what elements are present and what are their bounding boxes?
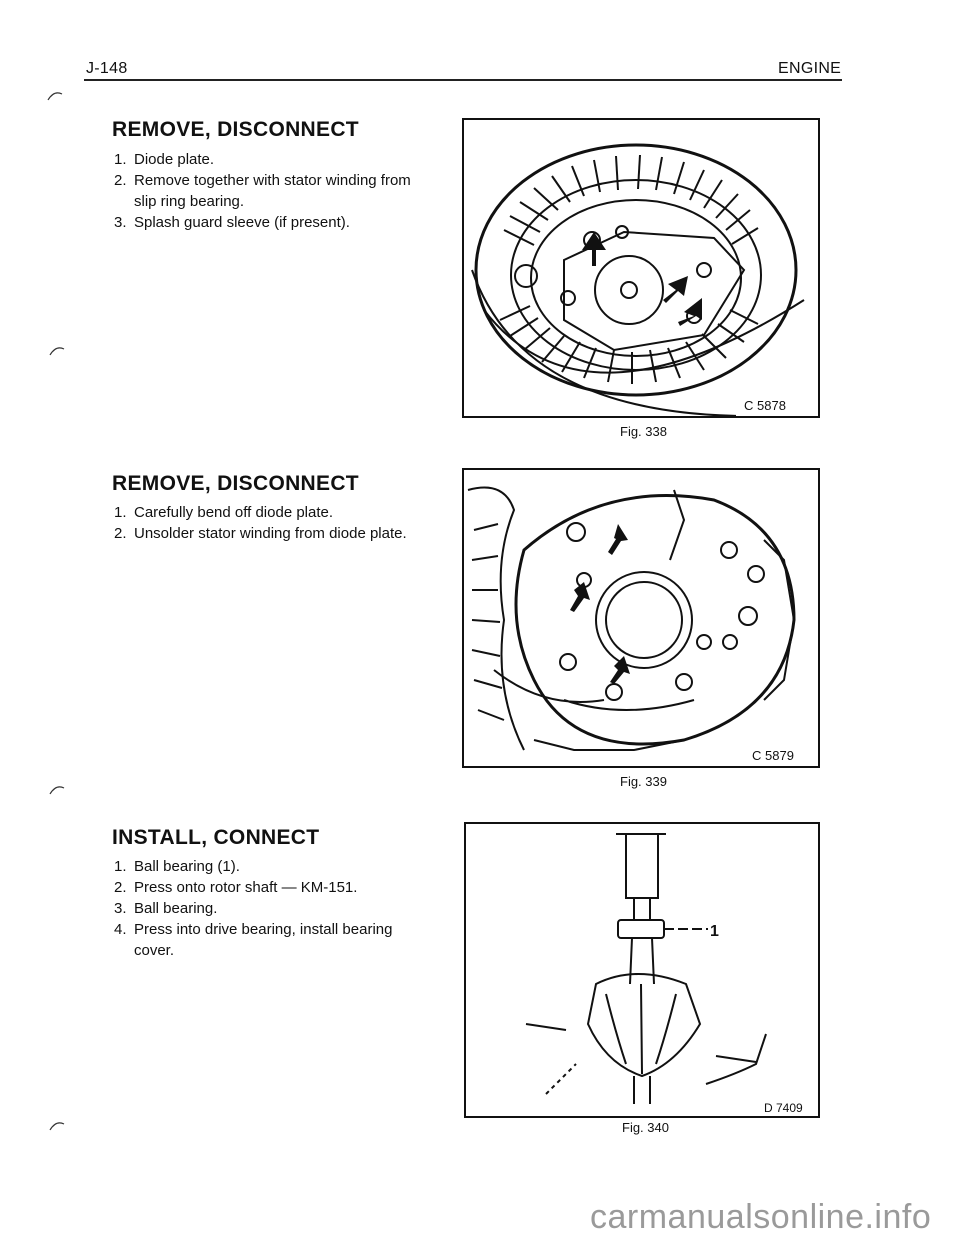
header-rule [84,79,842,81]
step-item [114,149,434,170]
step-number: 2. [114,172,127,189]
step-text: Unsolder stator winding from diode plate. [134,525,407,542]
step-item [114,898,424,919]
figure-code: D 7409 [764,1101,803,1115]
section-title: INSTALL, CONNECT [112,826,320,849]
step-list [114,856,424,961]
rotor-press-illustration [466,824,818,1116]
margin-mark [48,343,66,357]
callout-label: 1 [710,923,719,940]
step-number: 4. [114,921,127,938]
step-number: 1. [114,504,127,521]
figure-caption: Fig. 340 [622,1120,669,1135]
step-text: Ball bearing. [134,900,218,917]
step-text: Diode plate. [134,151,215,168]
page-number: J-148 [86,60,128,77]
figure-caption: Fig. 339 [620,774,667,789]
step-number: 1. [114,858,127,875]
step-number: 2. [114,525,127,542]
step-item [114,523,444,544]
step-text: Ball bearing (1). [134,858,240,875]
figure-diode-plate [462,468,820,768]
step-item [114,212,434,233]
step-text: Press onto rotor shaft — KM-151. [134,879,358,896]
step-number: 3. [114,214,127,231]
step-number: 1. [114,151,127,168]
figure-code: C 5878 [744,398,786,413]
step-text: Carefully bend off diode plate. [134,504,334,521]
step-item [114,856,424,877]
step-item [114,170,434,212]
margin-mark [46,88,64,102]
figure-caption: Fig. 338 [620,424,667,439]
step-text: Splash guard sleeve (if present). [134,214,350,231]
step-text: Remove together with stator winding from slip ring bearing. [134,172,411,210]
section-title: REMOVE, DISCONNECT [112,118,359,141]
diode-plate-illustration [464,470,818,766]
step-list [114,149,434,233]
figure-rotor-press [464,822,820,1118]
step-number: 3. [114,900,127,917]
step-item [114,919,424,961]
step-text: Press into drive bearing, install bearing cover. [134,921,393,959]
watermark: carmanualsonline.info [590,1198,932,1236]
figure-code: C 5879 [752,748,794,763]
section-name: ENGINE [778,60,842,77]
step-item [114,877,424,898]
margin-mark [48,1118,66,1132]
stator-illustration [464,120,818,416]
step-item [114,502,444,523]
figure-stator-winding [462,118,820,418]
margin-mark [48,782,66,796]
step-list [114,502,444,544]
section-title: REMOVE, DISCONNECT [112,472,359,495]
step-number: 2. [114,879,127,896]
